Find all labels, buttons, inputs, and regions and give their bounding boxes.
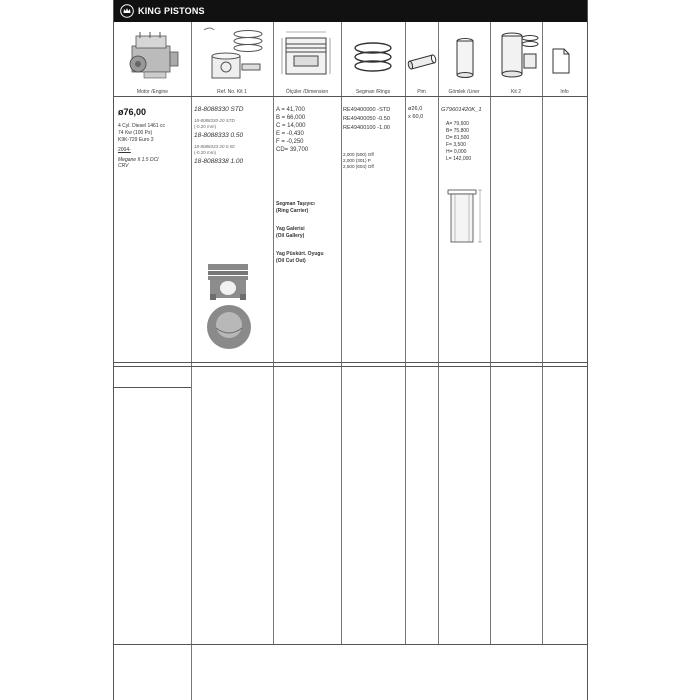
brand-name: KING PISTONS xyxy=(138,6,205,16)
note-oil-cutout: Yag Püskürt. Oyugu xyxy=(276,251,324,257)
kit1-std-ref: 18-8088330 STD xyxy=(194,106,244,113)
brand-header-bar xyxy=(114,0,587,22)
rings-icon xyxy=(348,38,398,78)
header-liner: Gömlek /Liner xyxy=(448,89,480,95)
col-divider xyxy=(273,22,274,644)
note-oil-gallery-en: (Oil Gallery) xyxy=(276,233,305,239)
liner-icon xyxy=(454,36,476,82)
kit1-os1-ref: 18-8088333 0.50 xyxy=(194,132,244,139)
dimension-value: C = 14,000 xyxy=(276,123,306,129)
col-divider xyxy=(341,22,342,644)
liner-dimension: D= 81,500 xyxy=(446,135,470,141)
vehicle-model: CRV xyxy=(118,163,129,169)
liner-dimension: H= 0,000 xyxy=(446,149,467,155)
note-ring-carrier: Segman Taşıyıcı xyxy=(276,201,315,207)
piston-kit-icon xyxy=(198,24,270,84)
catalog-sheet xyxy=(113,0,588,700)
row-divider xyxy=(114,366,587,367)
ring-ref: RE49400000 -STD xyxy=(343,107,391,113)
kit1-os1-sub-note: (-0.20 mm) xyxy=(194,150,217,155)
kit1-os1-sub-ref: 18-8088333-20 0.50 xyxy=(194,144,235,149)
liner-dimension: F= 3,500 xyxy=(446,142,466,148)
ring-ref: RE49400100 -1.00 xyxy=(343,125,390,131)
header-engine: Motor /Engine xyxy=(136,89,169,95)
pin-length: x 60,0 xyxy=(408,114,424,120)
ring-spec: 2,000 (500) Off xyxy=(343,152,374,157)
engine-icon xyxy=(124,28,182,83)
crown-icon xyxy=(120,4,134,18)
piston-top-photo xyxy=(206,304,252,350)
kit1-std-sub-ref: 18-8088330-20 STD xyxy=(194,118,235,123)
header-kit1: Ref. No. Kit 1 xyxy=(217,89,247,95)
pin-icon xyxy=(406,48,438,76)
ring-spec: 2,500 (604) Off xyxy=(343,164,374,169)
dimension-value: A = 41,700 xyxy=(276,107,305,113)
document-info-icon[interactable] xyxy=(551,48,571,74)
dimension-value: CD= 39,700 xyxy=(276,147,309,153)
ring-spec: 2,000 (301) P xyxy=(343,158,371,163)
col-divider xyxy=(542,22,543,644)
row-divider xyxy=(114,644,587,645)
bore-size: ø76,00 xyxy=(118,107,147,117)
dimension-value: E = -0,430 xyxy=(276,131,304,137)
col-divider xyxy=(405,22,406,644)
kit1-std-sub-note: (-0.20 mm) xyxy=(194,124,217,129)
piston-side-photo xyxy=(204,260,252,302)
engine-spec: 4 Cyl. Diesel 1461 cc xyxy=(118,123,165,129)
liner-dimension: A= 79,600 xyxy=(446,121,469,127)
header-pin: Pim xyxy=(417,89,426,95)
liner-ref: G79601420K_1 xyxy=(441,107,482,113)
engine-spec: 74 Kw (100 Ps) xyxy=(118,130,153,136)
header-rings: Segman /Rings xyxy=(355,89,391,95)
pin-diameter: ø26,0 xyxy=(408,106,423,112)
kit1-os2-ref: 18-8088338 1.00 xyxy=(194,158,244,165)
ring-ref: RE49400050 -0.50 xyxy=(343,116,390,122)
brand-logo xyxy=(120,4,205,18)
dimension-value: F = -0,250 xyxy=(276,139,304,145)
vehicle-model: Megane II 1.5 DCI xyxy=(118,157,159,163)
engine-spec: K9K-729 Euro 3 xyxy=(118,137,154,143)
note-ring-carrier-en: (Ring Carrier) xyxy=(276,208,309,214)
header-dimension: Ölçüler /Dimension xyxy=(285,89,329,95)
col-divider xyxy=(438,22,439,644)
dimension-value: B = 66,000 xyxy=(276,115,306,121)
piston-dimension-icon xyxy=(280,28,336,82)
note-oil-gallery: Yag Galerisi xyxy=(276,226,305,232)
header-kit2: Kit 2 xyxy=(510,89,521,95)
header-divider xyxy=(114,96,587,97)
liner-drawing xyxy=(444,186,484,248)
engine-sub-divider xyxy=(114,387,191,388)
liner-dimension: L= 142,000 xyxy=(446,156,472,162)
kit2-icon xyxy=(496,28,540,84)
note-oil-cutout-en: (Oil Cut Out) xyxy=(276,258,306,264)
col-divider xyxy=(191,22,192,700)
header-info: Info xyxy=(560,89,569,95)
row-divider xyxy=(114,362,587,363)
engine-year: 2004- xyxy=(118,147,131,153)
col-divider xyxy=(490,22,491,644)
liner-dimension: B= 75,800 xyxy=(446,128,469,134)
